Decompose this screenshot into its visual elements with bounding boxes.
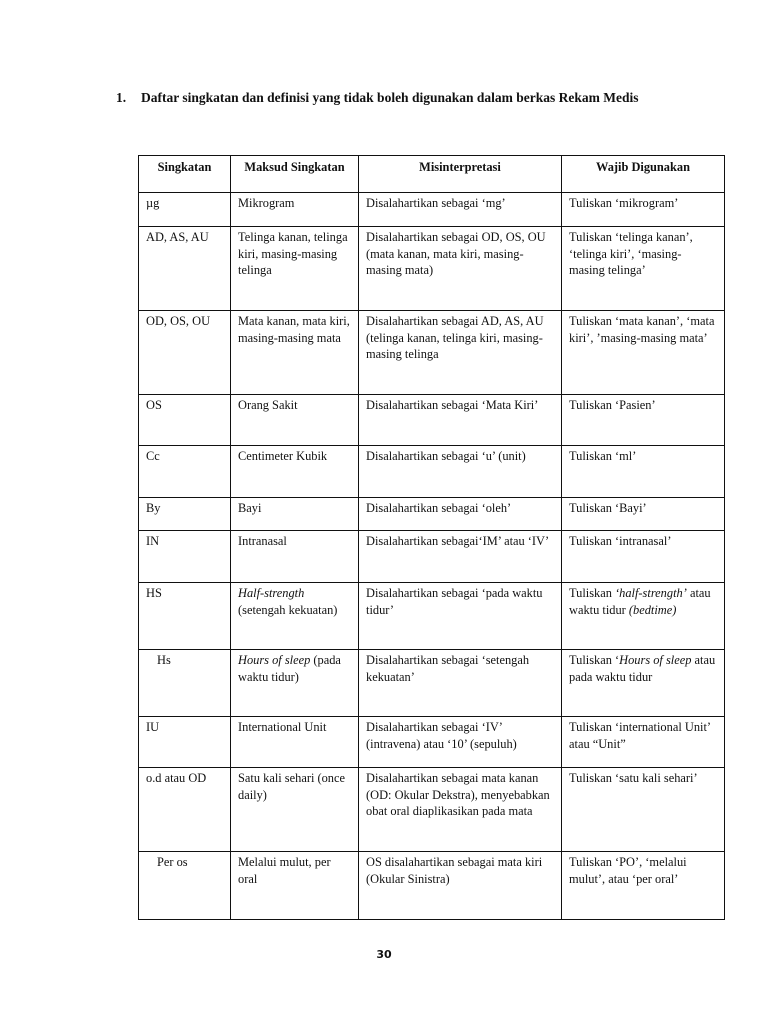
cell-singkatan: By (139, 498, 231, 531)
section-title: Daftar singkatan dan definisi yang tidak boleh digunakan dalam berkas Rekam Medis (141, 90, 639, 105)
section-heading (116, 88, 696, 107)
table-row (139, 768, 725, 852)
cell-misinterpretasi (359, 768, 562, 852)
table-row (139, 311, 725, 395)
column-header-wajib: Wajib Digunakan (562, 156, 725, 193)
cell-text-segment: Disalahartikan sebagai ‘oleh’ (366, 501, 512, 515)
table-body (139, 193, 725, 920)
cell-text-segment: Tuliskan ‘mata kanan’, ‘mata kiri’, ’masing-masing mata’ (569, 314, 715, 345)
cell-misinterpretasi (359, 498, 562, 531)
table-row (139, 227, 725, 311)
cell-wajib (562, 498, 725, 531)
cell-text-segment: Disalahartikan sebagai ‘IV’ (intravena) atau ‘10’ (sepuluh) (366, 720, 517, 751)
cell-maksud (231, 311, 359, 395)
cell-wajib (562, 768, 725, 852)
cell-maksud (231, 193, 359, 227)
cell-text-segment: Tuliskan ‘mikrogram’ (569, 196, 679, 210)
column-header-singkatan: Singkatan (139, 156, 231, 193)
cell-text-segment: Half-strength (238, 586, 305, 600)
cell-wajib (562, 852, 725, 920)
cell-text-segment: Disalahartikan sebagai ‘Mata Kiri’ (366, 398, 539, 412)
cell-text-segment: Satu kali sehari (once daily) (238, 771, 346, 802)
cell-singkatan: IU (139, 717, 231, 768)
cell-singkatan: Hs (139, 650, 231, 717)
cell-text-segment: Disalahartikan sebagai mata kanan (OD: Okular Dekstra), menyebabkan obat oral diaplikasikan pada mata (366, 771, 550, 818)
cell-text-segment: (pada waktu tidur) (238, 653, 341, 684)
cell-text-segment: International Unit (238, 720, 327, 734)
cell-text-segment: Orang Sakit (238, 398, 298, 412)
cell-text-segment: Tuliskan ‘Bayi’ (569, 501, 647, 515)
cell-text-segment: Disalahartikan sebagai ‘setengah kekuatan’ (366, 653, 530, 684)
cell-wajib (562, 531, 725, 583)
cell-misinterpretasi (359, 193, 562, 227)
cell-text-segment: Hours of sleep (238, 653, 311, 667)
cell-text-segment: Centimeter Kubik (238, 449, 328, 463)
cell-maksud (231, 852, 359, 920)
cell-maksud (231, 768, 359, 852)
cell-text-segment: atau pada waktu tidur (569, 653, 716, 684)
cell-singkatan: µg (139, 193, 231, 227)
cell-text-segment: Disalahartikan sebagai ‘pada waktu tidur’ (366, 586, 543, 617)
cell-singkatan: OS (139, 395, 231, 446)
cell-text-segment: Tuliskan ‘ml’ (569, 449, 637, 463)
cell-text-segment: (bedtime) (628, 602, 677, 617)
cell-singkatan: IN (139, 531, 231, 583)
table-row (139, 717, 725, 768)
cell-wajib (562, 193, 725, 227)
cell-text-segment: Telinga kanan, telinga kiri, masing-masing telinga (238, 230, 348, 277)
table-row (139, 395, 725, 446)
cell-text-segment: OS disalahartikan sebagai mata kiri (Okular Sinistra) (366, 855, 543, 886)
cell-singkatan: HS (139, 583, 231, 650)
cell-misinterpretasi (359, 446, 562, 498)
cell-misinterpretasi (359, 650, 562, 717)
abbreviation-table (138, 155, 725, 920)
cell-text-segment: Tuliskan ‘satu kali sehari’ (569, 771, 698, 785)
cell-misinterpretasi (359, 227, 562, 311)
cell-singkatan: o.d atau OD (139, 768, 231, 852)
cell-text-segment: Disalahartikan sebagai ‘mg’ (366, 196, 506, 210)
cell-text-segment: Tuliskan ‘ (569, 653, 620, 667)
cell-misinterpretasi (359, 583, 562, 650)
cell-maksud (231, 650, 359, 717)
cell-wajib (562, 227, 725, 311)
cell-wajib (562, 446, 725, 498)
table-row (139, 583, 725, 650)
cell-text-segment: Disalahartikan sebagai OD, OS, OU (mata kanan, mata kiri, masing-masing mata) (366, 230, 546, 277)
cell-maksud (231, 583, 359, 650)
cell-singkatan: Cc (139, 446, 231, 498)
table-header-row (139, 156, 725, 193)
cell-text-segment: Tuliskan ‘intranasal’ (569, 534, 672, 548)
cell-singkatan: AD, AS, AU (139, 227, 231, 311)
cell-misinterpretasi (359, 531, 562, 583)
cell-maksud (231, 531, 359, 583)
table-row (139, 531, 725, 583)
cell-wajib (562, 650, 725, 717)
cell-text-segment: Tuliskan (569, 586, 616, 600)
cell-maksud (231, 395, 359, 446)
cell-text-segment: Melalui mulut, per oral (238, 855, 331, 886)
cell-maksud (231, 717, 359, 768)
cell-maksud (231, 498, 359, 531)
cell-text-segment: Mata kanan, mata kiri, masing-masing mata (238, 314, 350, 345)
cell-text-segment: (setengah kekuatan) (238, 602, 338, 617)
cell-text-segment: Tuliskan ‘PO’, ‘melalui mulut’, atau ‘per oral’ (569, 855, 687, 886)
cell-wajib (562, 311, 725, 395)
section-number: 1. (116, 90, 127, 105)
cell-misinterpretasi (359, 311, 562, 395)
column-header-misinterpretasi: Misinterpretasi (359, 156, 562, 193)
cell-text-segment: Mikrogram (238, 196, 295, 210)
cell-wajib (562, 717, 725, 768)
page-number: 30 (376, 948, 392, 961)
cell-text-segment: ‘half-strength’ (615, 586, 687, 600)
cell-singkatan: OD, OS, OU (139, 311, 231, 395)
cell-text-segment: Tuliskan ‘telinga kanan’, ‘telinga kiri’, ‘masing-masing telinga’ (569, 230, 693, 277)
table-row (139, 650, 725, 717)
cell-misinterpretasi (359, 717, 562, 768)
cell-maksud (231, 446, 359, 498)
cell-text-segment: Disalahartikan sebagai AD, AS, AU (telinga kanan, telinga kiri, masing-masing telinga (366, 314, 544, 361)
cell-wajib (562, 583, 725, 650)
cell-text-segment: Tuliskan ‘Pasien’ (569, 398, 656, 412)
cell-text-segment: atau waktu tidur (569, 586, 711, 617)
cell-text-segment: Tuliskan ‘international Unit’ atau “Unit” (569, 720, 711, 751)
cell-misinterpretasi (359, 395, 562, 446)
cell-text-segment: Disalahartikan sebagai ‘u’ (unit) (366, 449, 526, 463)
cell-misinterpretasi (359, 852, 562, 920)
table-row (139, 446, 725, 498)
cell-singkatan: Per os (139, 852, 231, 920)
cell-maksud (231, 227, 359, 311)
cell-text-segment: Bayi (238, 501, 262, 515)
column-header-maksud: Maksud Singkatan (231, 156, 359, 193)
cell-text-segment: Disalahartikan sebagai‘IM’ atau ‘IV’ (366, 534, 550, 548)
cell-text-segment: Hours of sleep (619, 653, 692, 667)
table-row (139, 193, 725, 227)
cell-text-segment: Intranasal (238, 534, 287, 548)
table-row (139, 852, 725, 920)
table-row (139, 498, 725, 531)
cell-wajib (562, 395, 725, 446)
